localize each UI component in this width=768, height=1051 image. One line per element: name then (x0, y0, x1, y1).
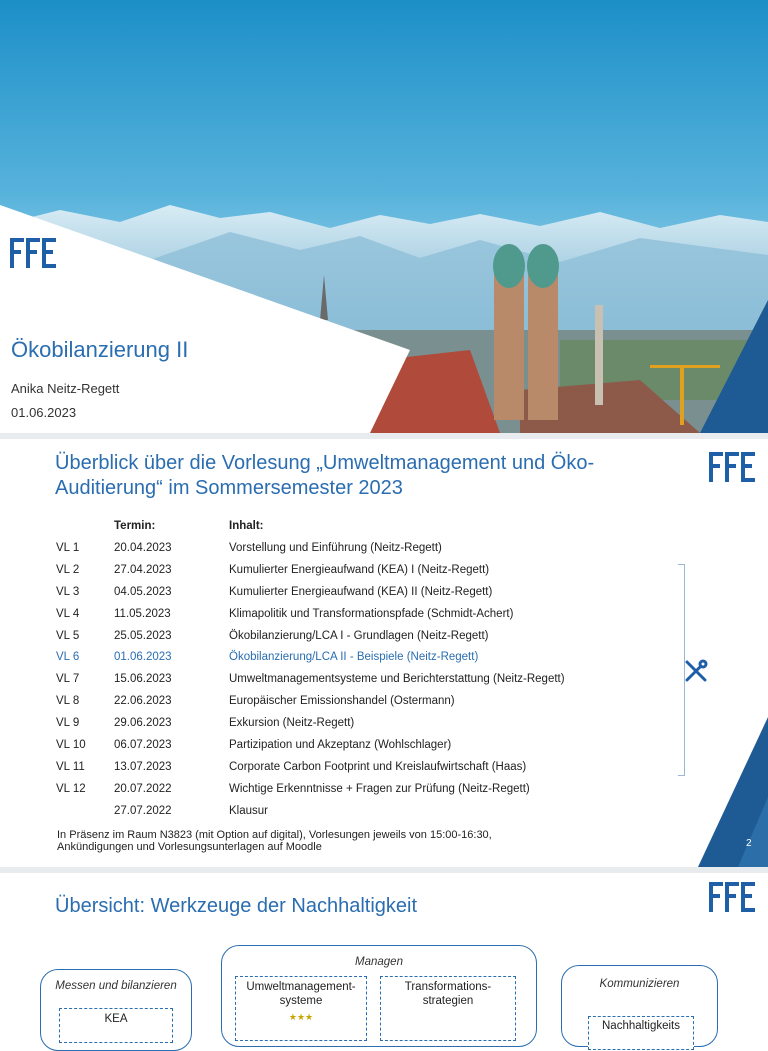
lecture-date: 01.06.2023 (114, 651, 172, 664)
lecture-content: Wichtige Erkenntnisse + Fragen zur Prüfung (Neitz-Regett) (229, 782, 530, 795)
page-number: 2 (746, 838, 752, 849)
eu-stars-icon: ★★★ (288, 1012, 314, 1022)
lecture-content: Kumulierter Energieaufwand (KEA) I (Neitz-Regett) (229, 563, 490, 576)
lecture-date: 11.05.2023 (114, 607, 171, 620)
slide-heading: Überblick über die Vorlesung „Umweltmanagement und Öko-Auditierung“ im Sommersemester 2023 (55, 452, 595, 499)
vl-number: VL 7 (56, 673, 80, 686)
info-note-line: In Präsenz im Raum N3823 (mit Option auf digital), Vorlesungen jeweils von 15:00-16:30, (57, 829, 492, 841)
vl-number: VL 8 (56, 695, 80, 708)
vl-number: VL 11 (56, 760, 85, 773)
vl-number: VL 4 (56, 607, 80, 620)
column-header-inhalt: Inhalt: (229, 520, 264, 532)
lecture-date: 15.06.2023 (114, 673, 172, 686)
vl-number: VL 1 (56, 542, 80, 554)
lecture-content: Klimapolitik und Transformationspfade (Schmidt-Achert) (229, 607, 514, 620)
ffe-logo (709, 450, 757, 482)
lecture-date: 27.07.2022 (114, 804, 172, 817)
lecture-date: 06.07.2023 (114, 739, 172, 752)
ems-item-line: Umweltmanagement- (246, 981, 356, 993)
lecture-content: Corporate Carbon Footprint und Kreislaufwirtschaft (Haas) (229, 760, 527, 773)
vl-number: VL 10 (56, 739, 86, 752)
lecture-date: 27.04.2023 (114, 563, 172, 576)
lecture-date: 25.05.2023 (114, 629, 172, 642)
vl-number: VL 5 (56, 629, 80, 642)
vl-number: VL 6 (56, 651, 80, 664)
lecture-content: Vorstellung und Einführung (Neitz-Regett) (229, 542, 442, 554)
ffe-logo (10, 236, 58, 268)
vl-number: VL 12 (56, 782, 86, 795)
vl-number: VL 3 (56, 585, 80, 598)
lecture-content: Partizipation und Akzeptanz (Wohlschlager) (229, 739, 452, 752)
manage-box-label: Managen (355, 956, 403, 968)
transformation-item-line: Transformations- (404, 981, 492, 993)
lecture-content: Exkursion (Neitz-Regett) (229, 717, 355, 730)
vl-number: VL 9 (56, 717, 80, 730)
author-name: Anika Neitz-Regett (11, 381, 120, 396)
measure-box (40, 969, 192, 1051)
corner-decoration (698, 717, 768, 867)
lecture-content: Ökobilanzierung/LCA I - Grundlagen (Neitz-Regett) (229, 629, 489, 642)
lecture-date: 29.06.2023 (114, 717, 172, 730)
lecture-content: Umweltmanagementsysteme und Berichterstattung (Neitz-Regett) (229, 673, 565, 686)
lecture-date: 04.05.2023 (114, 585, 172, 598)
ffe-logo (709, 880, 757, 912)
lecture-content: Kumulierter Energieaufwand (KEA) II (Neitz-Regett) (229, 585, 493, 598)
lecture-content: Europäischer Emissionshandel (Ostermann) (229, 695, 455, 708)
communicate-box-label: Kommunizieren (599, 978, 680, 990)
presentation-title: Ökobilanzierung II (11, 337, 189, 362)
slide-heading: Übersicht: Werkzeuge der Nachhaltigkeit (55, 895, 418, 917)
transformation-item-line: strategien (422, 995, 474, 1007)
lecture-content: Ökobilanzierung/LCA II - Beispiele (Neitz-Regett) (229, 651, 479, 664)
ems-item (235, 976, 367, 1041)
title-slide (0, 0, 768, 433)
lecture-date: 20.07.2022 (114, 782, 172, 795)
kea-item: KEA (59, 1008, 173, 1043)
lecture-date: 22.06.2023 (114, 695, 172, 708)
presentation-date: 01.06.2023 (11, 405, 77, 420)
tools-icon (683, 658, 709, 684)
sustainability-report-item: Nachhaltigkeits (588, 1016, 694, 1050)
lecture-content: Klausur (229, 804, 268, 817)
tools-overview-slide (0, 873, 768, 1032)
schedule-slide (0, 439, 768, 867)
lecture-date: 13.07.2023 (114, 760, 172, 773)
column-header-termin: Termin: (114, 520, 156, 532)
info-note (57, 829, 617, 853)
lecture-date: 20.04.2023 (114, 542, 172, 554)
munich-skyline-photo (0, 0, 768, 433)
ems-item-line: systeme (279, 995, 323, 1007)
vl-number: VL 2 (56, 563, 80, 576)
manage-box (221, 945, 537, 1047)
info-note-line: Ankündigungen und Vorlesungsunterlagen auf Moodle (57, 841, 322, 853)
communicate-box (561, 965, 718, 1047)
transformation-item (380, 976, 516, 1041)
measure-box-label: Messen und bilanzieren (55, 980, 177, 992)
